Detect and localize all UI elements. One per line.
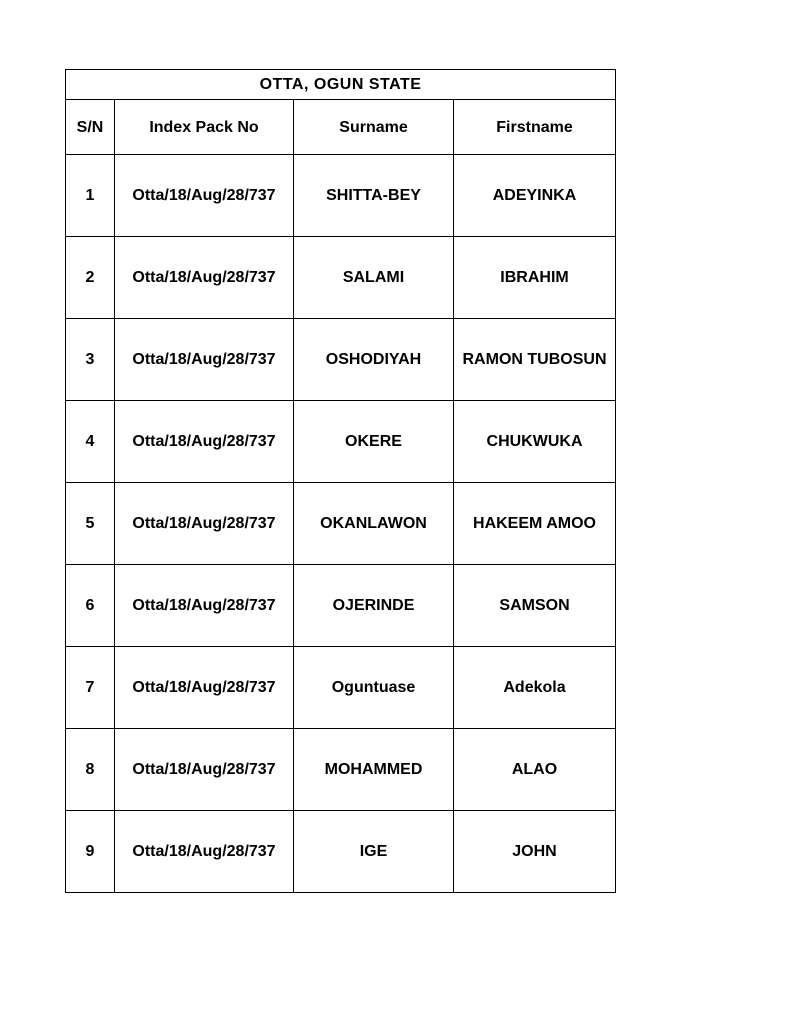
table-row	[66, 319, 616, 401]
index-text: Otta/18/Aug/28/737	[132, 679, 276, 696]
index-text: Otta/18/Aug/28/737	[132, 843, 276, 860]
table-row	[66, 155, 616, 237]
header-surname: Surname	[294, 100, 454, 155]
table-row	[66, 811, 616, 893]
cell-firstname: CHUKWUKA	[454, 401, 616, 483]
cell-surname: MOHAMMED	[294, 729, 454, 811]
cell-firstname: IBRAHIM	[454, 237, 616, 319]
cell-surname: OJERINDE	[294, 565, 454, 647]
index-text: Otta/18/Aug/28/737	[132, 187, 276, 204]
cell-surname: IGE	[294, 811, 454, 893]
cell-index-pack-no	[115, 155, 294, 237]
cell-firstname: SAMSON	[454, 565, 616, 647]
cell-sn: 8	[66, 729, 115, 811]
header-row	[66, 100, 616, 155]
table-row	[66, 237, 616, 319]
cell-surname: Oguntuase	[294, 647, 454, 729]
table-body	[66, 155, 616, 893]
index-text: Otta/18/Aug/28/737	[132, 515, 276, 532]
table-row	[66, 647, 616, 729]
index-text: Otta/18/Aug/28/737	[132, 433, 276, 450]
index-text: Otta/18/Aug/28/737	[132, 761, 276, 778]
header-index-pack-no: Index Pack No	[115, 100, 294, 155]
cell-index-pack-no	[115, 565, 294, 647]
index-text: Otta/18/Aug/28/737	[132, 351, 276, 368]
cell-sn: 1	[66, 155, 115, 237]
cell-firstname: Adekola	[454, 647, 616, 729]
header-sn: S/N	[66, 100, 115, 155]
cell-index-pack-no	[115, 237, 294, 319]
table-title: OTTA, OGUN STATE	[66, 70, 616, 100]
cell-firstname: JOHN	[454, 811, 616, 893]
cell-sn: 2	[66, 237, 115, 319]
index-text: Otta/18/Aug/28/737	[132, 269, 276, 286]
cell-sn: 3	[66, 319, 115, 401]
cell-sn: 4	[66, 401, 115, 483]
cell-surname: OKERE	[294, 401, 454, 483]
candidate-table	[65, 69, 616, 893]
table-row	[66, 483, 616, 565]
cell-index-pack-no	[115, 729, 294, 811]
cell-firstname: ALAO	[454, 729, 616, 811]
table-row	[66, 401, 616, 483]
cell-firstname: ADEYINKA	[454, 155, 616, 237]
table-row	[66, 729, 616, 811]
table-row	[66, 565, 616, 647]
index-text: Otta/18/Aug/28/737	[132, 597, 276, 614]
cell-index-pack-no	[115, 811, 294, 893]
cell-index-pack-no	[115, 401, 294, 483]
cell-sn: 6	[66, 565, 115, 647]
cell-surname: SHITTA-BEY	[294, 155, 454, 237]
cell-surname: SALAMI	[294, 237, 454, 319]
cell-index-pack-no	[115, 647, 294, 729]
cell-sn: 5	[66, 483, 115, 565]
cell-firstname: HAKEEM AMOO	[454, 483, 616, 565]
cell-surname: OKANLAWON	[294, 483, 454, 565]
cell-firstname: RAMON TUBOSUN	[454, 319, 616, 401]
cell-surname: OSHODIYAH	[294, 319, 454, 401]
header-firstname: Firstname	[454, 100, 616, 155]
cell-index-pack-no	[115, 319, 294, 401]
cell-sn: 7	[66, 647, 115, 729]
cell-index-pack-no	[115, 483, 294, 565]
cell-sn: 9	[66, 811, 115, 893]
